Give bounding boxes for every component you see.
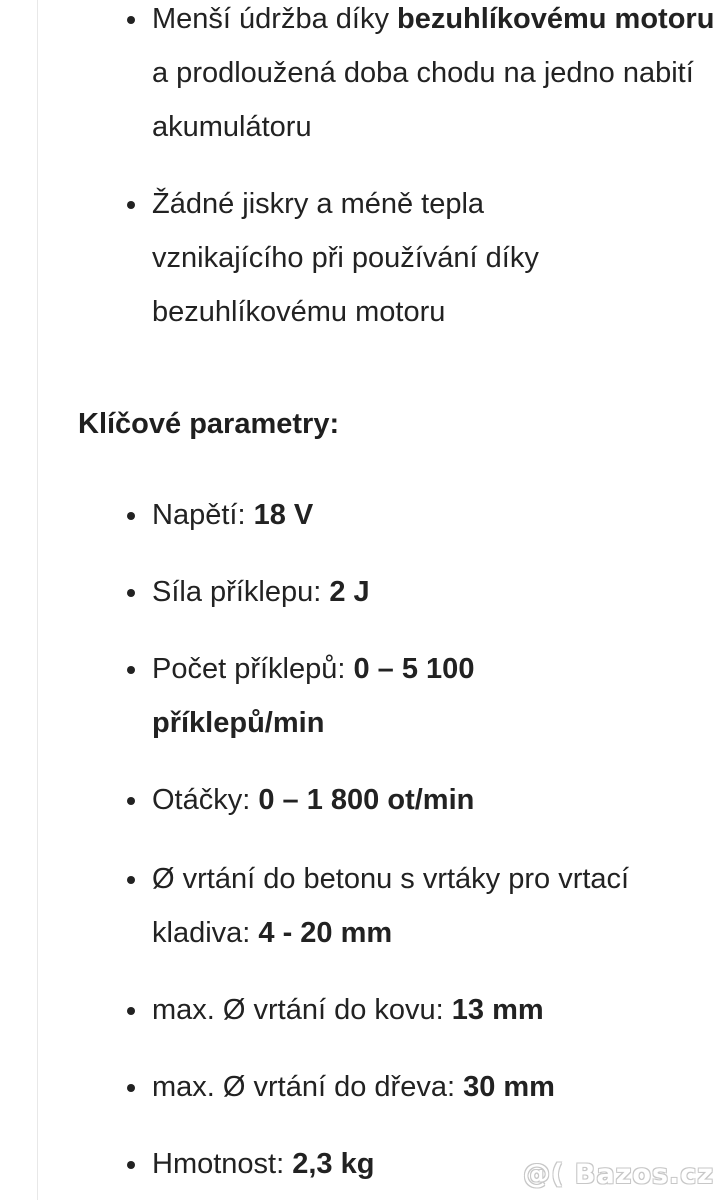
bullet-icon bbox=[127, 1007, 135, 1015]
param-label: Napětí: bbox=[152, 499, 254, 531]
list-item bbox=[152, 0, 722, 154]
bullet-icon bbox=[127, 512, 135, 520]
param-value: 18 V bbox=[253, 499, 314, 531]
list-item-bold-text: bezuhlíkovému motoru bbox=[397, 3, 715, 35]
param-value: 0 – 5 100 příklepů/min bbox=[152, 653, 475, 739]
param-label: Počet příklepů: bbox=[152, 653, 354, 685]
param-label: Otáčky: bbox=[152, 784, 259, 816]
list-item bbox=[152, 177, 572, 339]
param-label: max. Ø vrtání do kovu: bbox=[152, 994, 452, 1026]
list-item-text: a prodloužená doba chodu na jedno nabití akumulátoru bbox=[152, 57, 694, 143]
list-item bbox=[152, 565, 722, 619]
param-label: Hmotnost: bbox=[152, 1148, 293, 1180]
list-item bbox=[152, 852, 722, 960]
bullet-icon bbox=[127, 1161, 135, 1169]
list-item bbox=[152, 642, 552, 750]
param-value: 0 – 1 800 ot/min bbox=[258, 784, 475, 816]
list-item bbox=[152, 488, 722, 542]
param-value: 30 mm bbox=[463, 1071, 555, 1103]
list-item-text: Menší údržba díky bbox=[152, 3, 397, 35]
left-border-line bbox=[37, 0, 38, 1200]
bazos-watermark: @( Bazos.cz bbox=[523, 1159, 714, 1190]
bullet-icon bbox=[127, 1084, 135, 1092]
bullet-icon bbox=[127, 16, 135, 24]
list-item bbox=[152, 983, 722, 1037]
param-label: max. Ø vrtání do dřeva: bbox=[152, 1071, 464, 1103]
bullet-icon bbox=[127, 876, 135, 884]
bullet-icon bbox=[127, 201, 135, 209]
bullet-icon bbox=[127, 666, 135, 674]
bullet-icon bbox=[127, 797, 135, 805]
list-item-text: Žádné jiskry a méně tepla vznikajícího při používání díky bezuhlíkovému motoru bbox=[152, 188, 539, 328]
section-heading: Klíčové parametry: bbox=[78, 408, 340, 440]
param-value: 13 mm bbox=[451, 994, 544, 1026]
param-label: Síla příklepu: bbox=[152, 576, 330, 608]
list-item bbox=[152, 1060, 722, 1114]
param-label: Ø vrtání do betonu s vrtáky pro vrtací kladiva: bbox=[152, 863, 630, 949]
bullet-icon bbox=[127, 589, 135, 597]
param-value: 4 - 20 mm bbox=[258, 917, 393, 949]
list-item bbox=[152, 773, 722, 827]
param-value: 2 J bbox=[329, 576, 370, 608]
param-value: 2,3 kg bbox=[292, 1148, 375, 1180]
